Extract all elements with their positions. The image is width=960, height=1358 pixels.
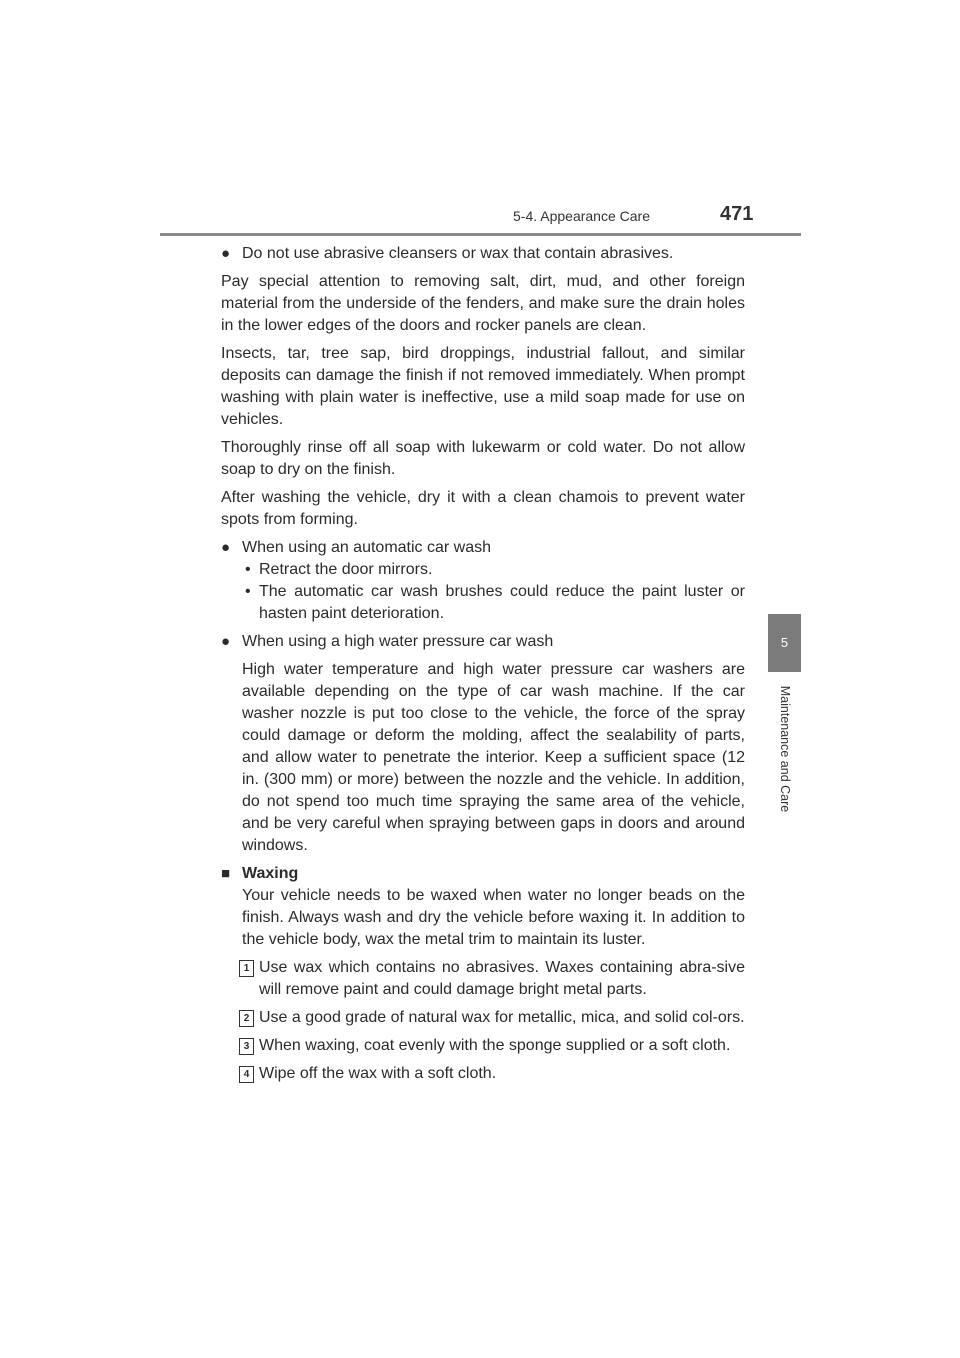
paragraph: Insects, tar, tree sap, bird droppings, industrial fallout, and similar deposits can damage the finish if not removed immediately. When prompt washing with plain water is ineffective, use a mild soap made for use on vehicles. bbox=[221, 345, 745, 428]
bullet-circle-icon: ● bbox=[221, 633, 231, 650]
step-text: Use wax which contains no abrasives. Waxes containing abra-sive will remove paint and could damage bright metal parts. bbox=[259, 959, 745, 998]
bullet-text: When using an automatic car wash bbox=[242, 539, 492, 556]
paragraph: Thoroughly rinse off all soap with lukewarm or cold water. Do not allow soap to dry on the finish. bbox=[221, 439, 745, 478]
sub-bullet-dot-icon: • bbox=[245, 561, 251, 578]
sub-bullet-text: The automatic car wash brushes could reduce the paint luster or hasten paint deterioration. bbox=[259, 583, 745, 622]
bullet-text: Do not use abrasive cleansers or wax that contain abrasives. bbox=[242, 245, 674, 262]
header-section-title: 5-4. Appearance Care bbox=[513, 208, 650, 224]
sub-bullet-text: Retract the door mirrors. bbox=[259, 561, 433, 578]
step-item bbox=[221, 1063, 745, 1085]
waxing-heading-text: Waxing bbox=[242, 865, 299, 882]
step-item bbox=[221, 1007, 745, 1029]
step-item bbox=[221, 957, 745, 1001]
bullet-circle-icon: ● bbox=[221, 245, 231, 262]
chapter-tab-number: 5 bbox=[780, 635, 789, 650]
step-text: When waxing, coat evenly with the sponge supplied or a soft cloth. bbox=[259, 1037, 731, 1054]
step-number-badge: 2 bbox=[239, 1010, 254, 1027]
bullet-text: When using a high water pressure car wash bbox=[242, 633, 554, 650]
indented-paragraph: High water temperature and high water pressure car washers are available depending on the type of car wash machine. If the car washer nozzle is put too close to the vehicle, the force of the spray could damage or deform the molding, affect the sealability of parts, and allow water to penetrate the interior. Keep a sufficient space (12 in. (300 mm) or more) between the nozzle and the vehicle. In addition, do not spend too much time spraying the same area of the vehicle, and be very careful when spraying between gaps in doors and around windows. bbox=[242, 661, 745, 854]
page-content bbox=[221, 243, 745, 1091]
waxing-heading bbox=[221, 863, 745, 885]
square-bullet-icon: ■ bbox=[221, 865, 231, 882]
bullet-item bbox=[221, 631, 745, 653]
bullet-item bbox=[221, 243, 745, 265]
step-text: Wipe off the wax with a soft cloth. bbox=[259, 1065, 497, 1082]
header-rule bbox=[160, 233, 801, 236]
step-item bbox=[221, 1035, 745, 1057]
bullet-circle-icon: ● bbox=[221, 539, 231, 556]
chapter-tab bbox=[768, 614, 801, 672]
bullet-item bbox=[221, 537, 745, 559]
sub-bullet-item bbox=[221, 581, 745, 625]
step-text: Use a good grade of natural wax for metallic, mica, and solid col-ors. bbox=[259, 1009, 745, 1026]
paragraph: After washing the vehicle, dry it with a clean chamois to prevent water spots from forming. bbox=[221, 489, 745, 528]
chapter-side-label-text: Maintenance and Care bbox=[778, 685, 792, 813]
paragraph: Pay special attention to removing salt, dirt, mud, and other foreign material from the underside of the fenders, and make sure the drain holes in the lower edges of the doors and rocker panels are clean. bbox=[221, 273, 745, 334]
sub-bullet-dot-icon: • bbox=[245, 583, 251, 600]
step-number-badge: 4 bbox=[239, 1066, 254, 1083]
waxing-paragraph: Your vehicle needs to be waxed when water no longer beads on the finish. Always wash and dry the vehicle before waxing it. In addition to the vehicle body, wax the metal trim to maintain its luster. bbox=[242, 887, 745, 948]
step-number-badge: 3 bbox=[239, 1038, 254, 1055]
page-number: 471 bbox=[720, 203, 754, 225]
step-number-badge: 1 bbox=[239, 960, 254, 977]
sub-bullet-item bbox=[221, 559, 745, 581]
